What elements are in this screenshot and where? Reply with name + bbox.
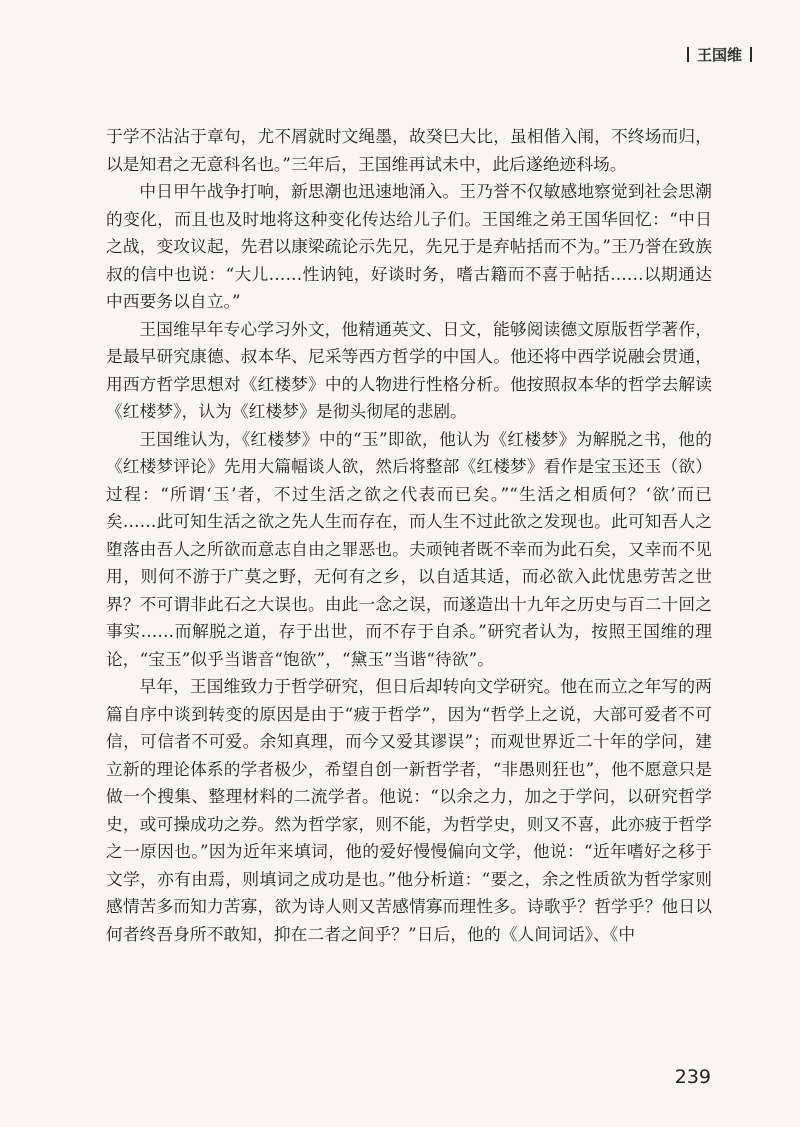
running-header: [687, 44, 752, 65]
paragraph-5: 早年，王国维致力于哲学研究，但日后却转向文学研究。他在而立之年写的两篇自序中谈到转变的原因是由于“疲于哲学”，因为“哲学上之说，大部可爱者不可信，可信者不可爱。余知真理，而今又爱其谬误”；而观世界近二十年的学问，建立新的理论体系的学者极少，希望自创一新哲学者，“非愚则狂也”，他不愿意只是做一个搜集、整理材料的二流学者。他说：“以余之力，加之于学问，以研究哲学史，或可操成功之券。然为哲学家，则不能，为哲学史，则又不喜，此亦疲于哲学之一原因也。”因为近年来填词，他的爱好慢慢偏向文学，他说：“近年嗜好之移于文学，亦有由焉，则填词之成功是也。”他分析道：“要之，余之性质欲为哲学家则感情苦多而知力苦寡，欲为诗人则又苦感情寡而理性多。诗歌乎？哲学乎？他日以何者终吾身所不敢知，抑在二者之间乎？”日后，他的《人间词话》、《中: [106, 676, 712, 944]
paragraph-3: 王国维早年专心学习外文，他精通英文、日文，能够阅读德文原版哲学著作，是最早研究康德、叔本华、尼采等西方哲学的中国人。他还将中西学说融会贯通，用西方哲学思想对《红楼梦》中的人物进行性格分析。他按照叔本华的哲学去解读《红楼梦》，认为《红楼梦》是彻头彻尾的悲剧。: [106, 318, 712, 421]
paragraph-4: 王国维认为，《红楼梦》中的“玉”即欲，他认为《红楼梦》为解脱之书，他的《红楼梦评论》先用大篇幅谈人欲，然后将整部《红楼梦》看作是宝玉还玉（欲）过程：“所谓‘玉’者，不过生活之欲之代表而已矣。”“生活之相质何？‘欲’而已矣……此可知生活之欲之先人生而存在，而人生不过此欲之发现也。此可知吾人之堕落由吾人之所欲而意志自由之罪恶也。夫顽钝者既不幸而为此石矣，又幸而不见用，则何不游于广莫之野，无何有之乡，以自适其适，而必欲入此忧患劳苦之世界？不可谓非此石之大误也。由此一念之误，而遂造出十九年之历史与百二十回之事实……而解脱之道，存于出世，而不存于自杀。”研究者认为，按照王国维的理论，“宝玉”似乎当谐音“饱欲”，“黛玉”当谐“待欲”。: [106, 428, 712, 669]
header-title: 王国维: [696, 46, 742, 64]
page-number: 239: [674, 1066, 711, 1088]
paragraph-2: 中日甲午战争打响，新思潮也迅速地涌入。王乃誉不仅敏感地察觉到社会思潮的变化，而且也及时地将这种变化传达给儿子们。王国维之弟王国华回忆：“中日之战，变攻议起，先君以康梁疏论示先兄，先兄于是弃帖括而不为。”王乃誉在致族叔的信中也说：“大儿……性讷钝，好谈时务，嗜古籍而不喜于帖括……以期通达中西要务以自立。”: [106, 181, 712, 311]
paragraph-1: 于学不沾沾于章句，尤不屑就时文绳墨，故癸巳大比，虽相偕入闱，不终场而归，以是知君之无意科名也。”三年后，王国维再试未中，此后遂绝迹科场。: [106, 126, 712, 174]
body-text: [106, 123, 712, 948]
header-divider-right: [750, 47, 752, 62]
header-divider-left: [687, 47, 689, 62]
